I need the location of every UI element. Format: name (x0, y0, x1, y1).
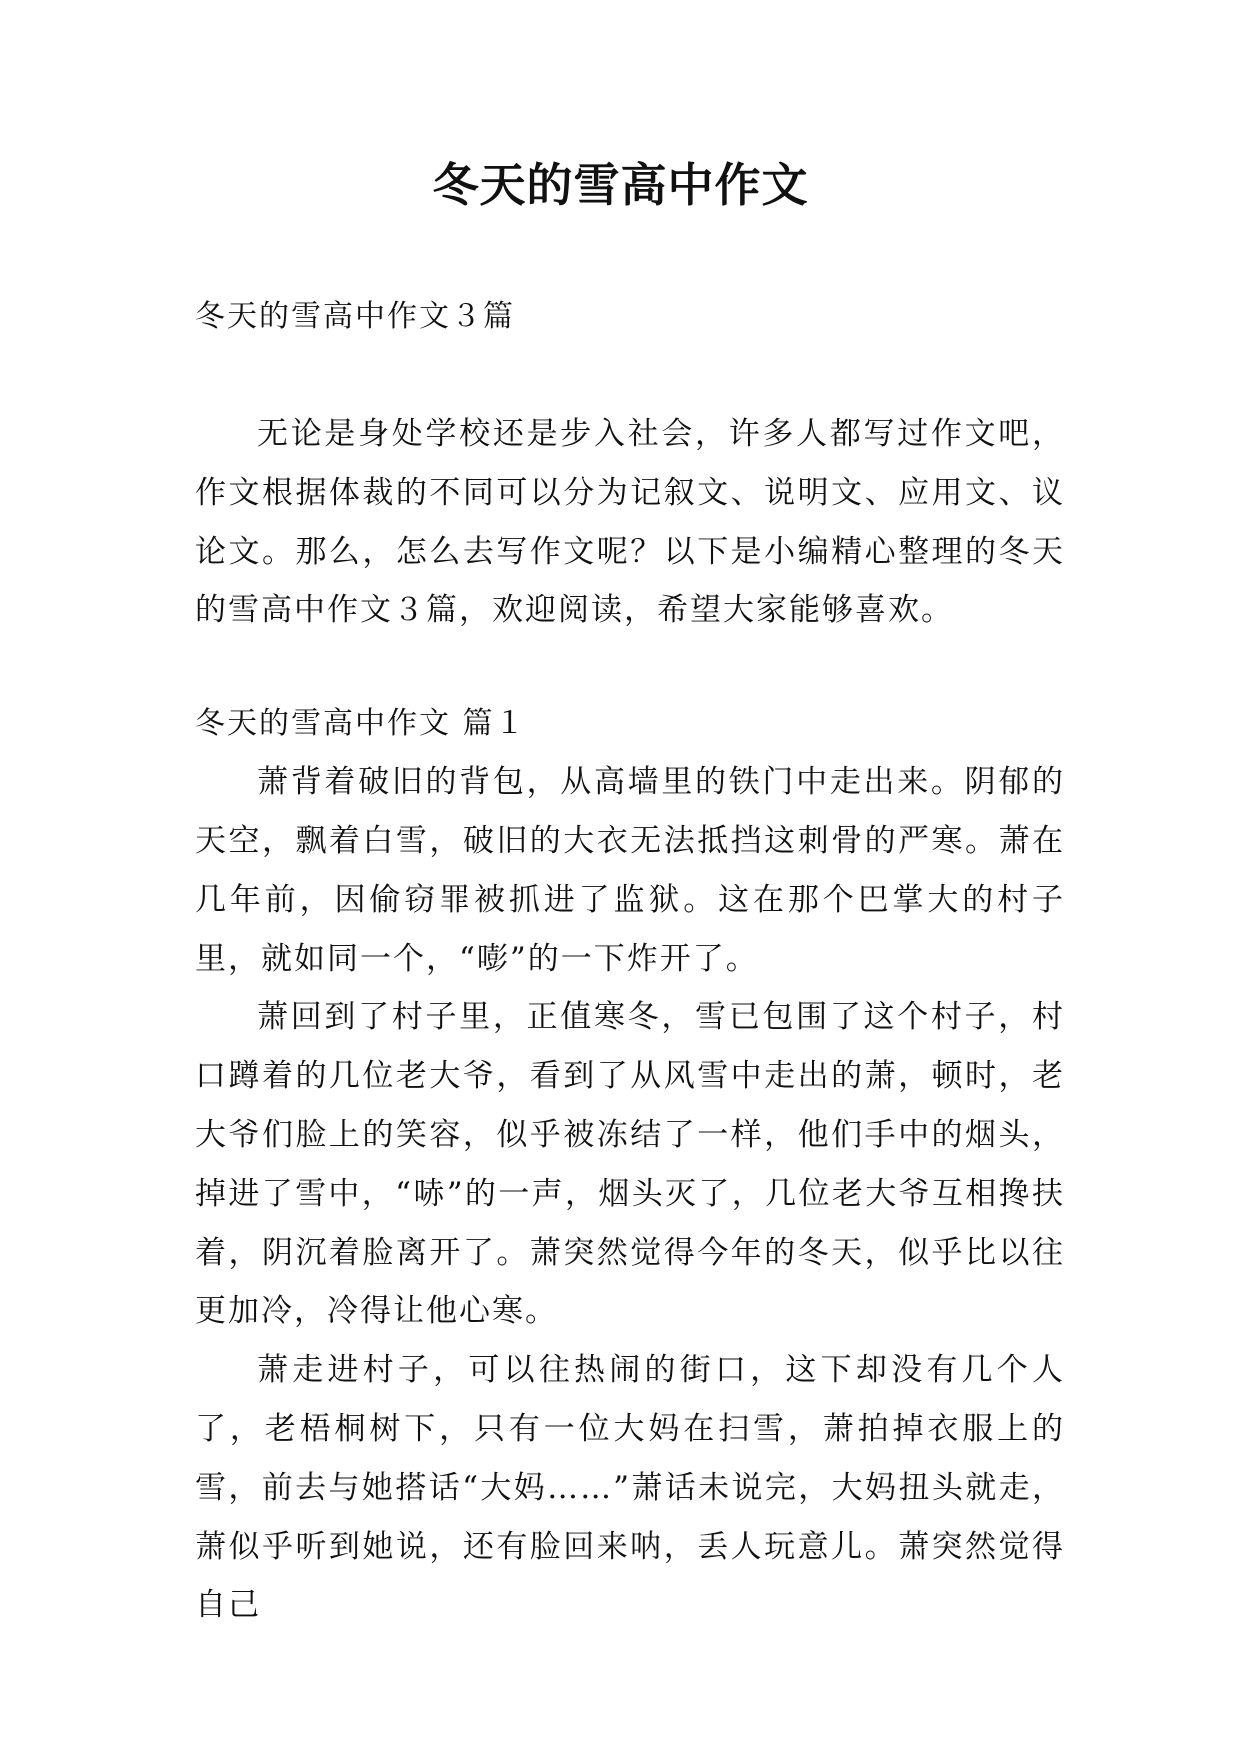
body-paragraph-2: 萧回到了村子里，正值寒冬，雪已包围了这个村子，村口蹲着的几位老大爷，看到了从风雪中走出的萧，顿时，老大爷们脸上的笑容，似乎被冻结了一样，他们手中的烟头，掉进了雪中，“哧”的一声，烟头灭了，几位老大爷互相搀扶着，阴沉着脸离开了。萧突然觉得今年的冬天，似乎比以往更加冷，冷得让他心寒。 (195, 999, 1065, 1330)
spacer (195, 640, 1065, 695)
document-title: 冬天的雪高中作文 (432, 158, 809, 212)
document-body (195, 405, 1065, 1635)
section-heading: 冬天的雪高中作文 篇１ (195, 706, 527, 742)
body-paragraph-3: 萧走进村子，可以往热闹的街口，这下却没有几个人了，老梧桐树下，只有一位大妈在扫雪，萧拍掉衣服上的雪，前去与她搭话“大妈……”萧话未说完，大妈扭头就走，萧似乎听到她说，还有脸回来呐，丢人玩意儿。萧突然觉得自己 (195, 1352, 1065, 1624)
body-paragraph-1: 萧背着破旧的背包，从高墙里的铁门中走出来。阴郁的天空，飘着白雪，破旧的大衣无法抵挡这刺骨的严寒。萧在几年前，因偷窃罪被抓进了监狱。这在那个巴掌大的村子里，就如同一个，“嘭”的一下炸开了。 (195, 764, 1065, 977)
document-subtitle: 冬天的雪高中作文３篇 (195, 299, 515, 334)
intro-paragraph: 无论是身处学校还是步入社会，许多人都写过作文吧，作文根据体裁的不同可以分为记叙文、说明文、应用文、议论文。那么，怎么去写作文呢？以下是小编精心整理的冬天的雪高中作文３篇，欢迎阅读，希望大家能够喜欢。 (195, 416, 1065, 629)
